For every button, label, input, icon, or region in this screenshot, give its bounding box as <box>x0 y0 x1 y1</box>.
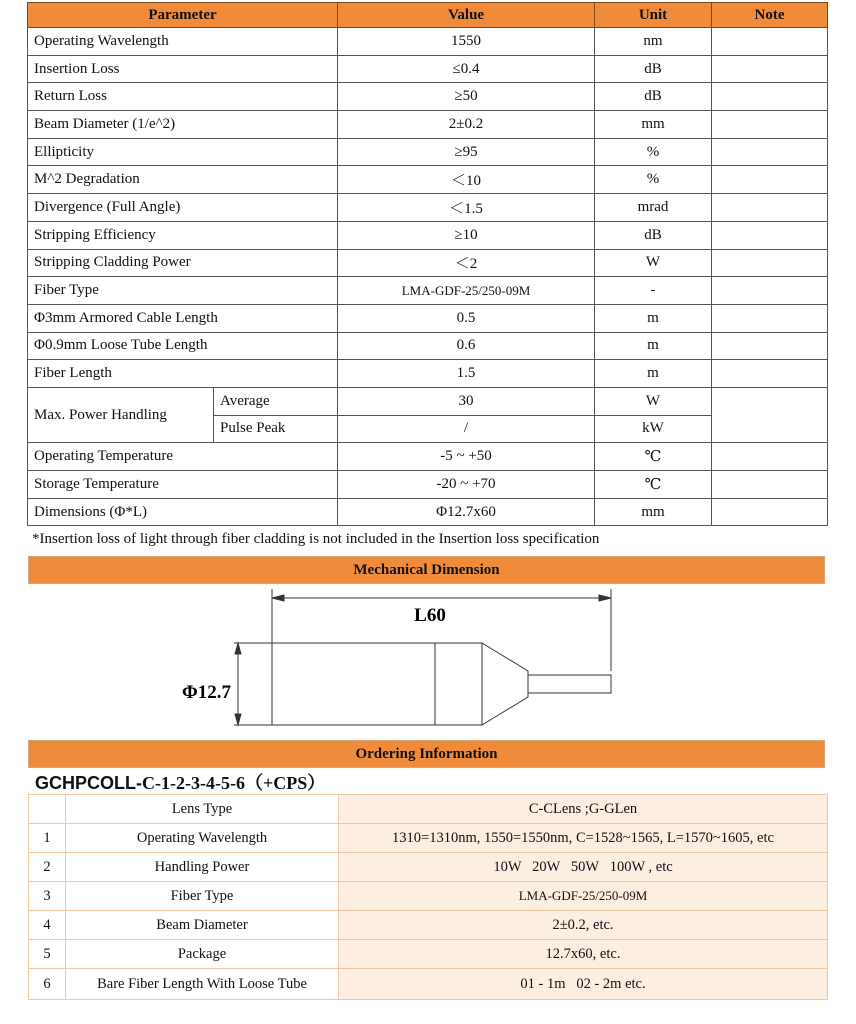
arrow-top <box>235 643 241 654</box>
spec-row <box>28 111 828 139</box>
note-cell <box>712 55 828 83</box>
spec-row-power-average <box>28 387 828 415</box>
row-number: 3 <box>29 882 66 911</box>
arrow-bottom <box>235 714 241 725</box>
mechanical-dimension-banner: Mechanical Dimension <box>28 556 825 584</box>
spec-row <box>28 221 828 249</box>
unit-cell: mm <box>595 498 712 526</box>
value-cell: 1550 <box>338 28 595 56</box>
param-cell-power: Max. Power Handling <box>28 387 214 442</box>
unit-cell: W <box>595 249 712 277</box>
value-cell: -20 ~ +70 <box>338 471 595 499</box>
spec-header-row <box>28 3 828 28</box>
param-cell: Φ3mm Armored Cable Length <box>28 304 338 332</box>
subparam-average: Average <box>214 387 338 415</box>
ordering-row <box>29 853 828 882</box>
unit-cell: % <box>595 138 712 166</box>
options-cell: LMA-GDF-25/250-09M <box>339 882 828 911</box>
note-cell <box>712 83 828 111</box>
value-cell: ≥50 <box>338 83 595 111</box>
param-cell: Divergence (Full Angle) <box>28 194 338 222</box>
options-cell: 01 - 1m 02 - 2m etc. <box>339 969 828 1000</box>
param-cell: Dimensions (Φ*L) <box>28 498 338 526</box>
spec-row <box>28 166 828 194</box>
unit-cell: dB <box>595 221 712 249</box>
note-cell <box>712 111 828 139</box>
note-cell <box>712 249 828 277</box>
param-cell: Stripping Cladding Power <box>28 249 338 277</box>
ordering-info-banner: Ordering Information <box>28 740 825 768</box>
spec-row <box>28 249 828 277</box>
subparam-pulse-peak: Pulse Peak <box>214 415 338 443</box>
field-cell: Beam Diameter <box>66 911 339 940</box>
spec-row <box>28 471 828 499</box>
spec-row <box>28 332 828 360</box>
value-cell: 2±0.2 <box>338 111 595 139</box>
param-cell: Insertion Loss <box>28 55 338 83</box>
note-cell <box>712 277 828 305</box>
collimator-body <box>272 643 482 725</box>
arrow-right <box>599 595 611 601</box>
unit-cell: m <box>595 304 712 332</box>
note-cell <box>712 387 828 442</box>
unit-cell: mrad <box>595 194 712 222</box>
options-cell: 2±0.2, etc. <box>339 911 828 940</box>
spec-row <box>28 28 828 56</box>
mechanical-drawing <box>160 585 620 735</box>
note-cell <box>712 194 828 222</box>
note-cell <box>712 221 828 249</box>
row-number: 1 <box>29 824 66 853</box>
unit-cell: - <box>595 277 712 305</box>
ordering-row <box>29 795 828 824</box>
options-cell: 10W 20W 50W 100W , etc <box>339 853 828 882</box>
field-cell: Package <box>66 940 339 969</box>
row-number: 6 <box>29 969 66 1000</box>
options-cell: 12.7x60, etc. <box>339 940 828 969</box>
header-note: Note <box>712 3 828 28</box>
param-cell: Storage Temperature <box>28 471 338 499</box>
unit-cell: W <box>595 387 712 415</box>
field-cell: Handling Power <box>66 853 339 882</box>
value-cell: ＜2 <box>338 249 595 277</box>
collimator-taper <box>482 643 528 725</box>
param-cell: Return Loss <box>28 83 338 111</box>
unit-cell: % <box>595 166 712 194</box>
spec-row <box>28 55 828 83</box>
row-number: 4 <box>29 911 66 940</box>
field-cell: Fiber Type <box>66 882 339 911</box>
param-cell: Beam Diameter (1/e^2) <box>28 111 338 139</box>
value-cell: / <box>338 415 595 443</box>
param-cell: Stripping Efficiency <box>28 221 338 249</box>
unit-cell: dB <box>595 55 712 83</box>
value-cell: ≥10 <box>338 221 595 249</box>
ordering-row <box>29 911 828 940</box>
ordering-row <box>29 940 828 969</box>
row-number: 2 <box>29 853 66 882</box>
header-unit: Unit <box>595 3 712 28</box>
value-cell: ＜10 <box>338 166 595 194</box>
spec-row <box>28 277 828 305</box>
unit-cell: ℃ <box>595 471 712 499</box>
ordering-row <box>29 824 828 853</box>
param-cell: M^2 Degradation <box>28 166 338 194</box>
header-parameter: Parameter <box>28 3 338 28</box>
ordering-code-suffix: C-1-2-3-4-5-6（+CPS） <box>142 773 326 793</box>
header-value: Value <box>338 3 595 28</box>
unit-cell: mm <box>595 111 712 139</box>
unit-cell: m <box>595 332 712 360</box>
value-cell: 0.5 <box>338 304 595 332</box>
value-cell: 30 <box>338 387 595 415</box>
note-cell <box>712 332 828 360</box>
spec-row <box>28 443 828 471</box>
field-cell: Lens Type <box>66 795 339 824</box>
note-cell <box>712 166 828 194</box>
spec-row <box>28 498 828 526</box>
arrow-left <box>272 595 284 601</box>
unit-cell: dB <box>595 83 712 111</box>
value-cell: 0.6 <box>338 332 595 360</box>
value-cell: ＜1.5 <box>338 194 595 222</box>
note-cell <box>712 304 828 332</box>
ordering-row <box>29 882 828 911</box>
unit-cell: ℃ <box>595 443 712 471</box>
field-cell: Bare Fiber Length With Loose Tube <box>66 969 339 1000</box>
fiber-tube <box>528 675 611 693</box>
field-cell: Operating Wavelength <box>66 824 339 853</box>
note-cell <box>712 28 828 56</box>
ordering-code <box>35 769 325 795</box>
footnote: *Insertion loss of light through fiber cladding is not included in the Insertion loss specification <box>32 531 600 547</box>
ordering-table <box>28 794 828 1000</box>
options-cell: C-CLens ;G-GLen <box>339 795 828 824</box>
param-cell: Φ0.9mm Loose Tube Length <box>28 332 338 360</box>
spec-row <box>28 360 828 388</box>
value-cell: ≥95 <box>338 138 595 166</box>
row-number <box>29 795 66 824</box>
value-cell: Φ12.7x60 <box>338 498 595 526</box>
length-label: L60 <box>414 605 446 626</box>
unit-cell: nm <box>595 28 712 56</box>
spec-table <box>27 2 828 526</box>
note-cell <box>712 360 828 388</box>
ordering-row <box>29 969 828 1000</box>
param-cell: Operating Temperature <box>28 443 338 471</box>
options-cell: 1310=1310nm, 1550=1550nm, C=1528~1565, L=1570~1605, etc <box>339 824 828 853</box>
param-cell: Fiber Type <box>28 277 338 305</box>
diameter-label: Φ12.7 <box>181 682 231 703</box>
spec-row <box>28 304 828 332</box>
note-cell <box>712 498 828 526</box>
value-cell: -5 ~ +50 <box>338 443 595 471</box>
spec-row <box>28 138 828 166</box>
unit-cell: m <box>595 360 712 388</box>
spec-row <box>28 83 828 111</box>
unit-cell: kW <box>595 415 712 443</box>
note-cell <box>712 138 828 166</box>
note-cell <box>712 471 828 499</box>
row-number: 5 <box>29 940 66 969</box>
param-cell: Operating Wavelength <box>28 28 338 56</box>
param-cell: Fiber Length <box>28 360 338 388</box>
value-cell: 1.5 <box>338 360 595 388</box>
value-cell: LMA-GDF-25/250-09M <box>338 277 595 305</box>
ordering-code-prefix: GCHPCOLL- <box>35 773 142 793</box>
spec-row <box>28 194 828 222</box>
param-cell: Ellipticity <box>28 138 338 166</box>
note-cell <box>712 443 828 471</box>
value-cell: ≤0.4 <box>338 55 595 83</box>
